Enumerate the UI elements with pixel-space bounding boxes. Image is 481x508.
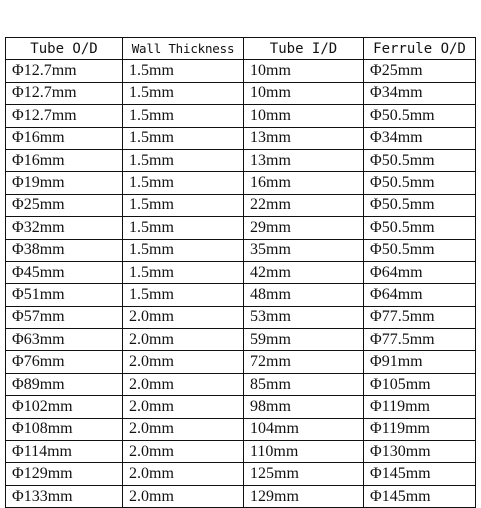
cell-tube-od: Φ12.7mm — [6, 105, 123, 127]
cell-ferrule-od: Φ130mm — [364, 441, 476, 463]
cell-ferrule-od: Φ50.5mm — [364, 149, 476, 171]
cell-ferrule-od: Φ64mm — [364, 284, 476, 306]
cell-ferrule-od: Φ91mm — [364, 351, 476, 373]
cell-ferrule-od: Φ77.5mm — [364, 329, 476, 351]
cell-tube-id: 104mm — [244, 418, 364, 440]
cell-wall-thickness: 2.0mm — [123, 418, 244, 440]
cell-tube-id: 110mm — [244, 441, 364, 463]
cell-tube-od: Φ51mm — [6, 284, 123, 306]
table-row — [6, 217, 476, 239]
cell-wall-thickness: 1.5mm — [123, 127, 244, 149]
cell-ferrule-od: Φ64mm — [364, 261, 476, 283]
cell-wall-thickness: 2.0mm — [123, 396, 244, 418]
cell-tube-od: Φ32mm — [6, 217, 123, 239]
cell-tube-id: 35mm — [244, 239, 364, 261]
cell-ferrule-od: Φ77.5mm — [364, 306, 476, 328]
table-row — [6, 172, 476, 194]
cell-tube-id: 10mm — [244, 82, 364, 104]
table-row — [6, 127, 476, 149]
table-row — [6, 329, 476, 351]
cell-ferrule-od: Φ145mm — [364, 463, 476, 485]
cell-tube-id: 53mm — [244, 306, 364, 328]
cell-tube-od: Φ25mm — [6, 194, 123, 216]
table-row — [6, 396, 476, 418]
cell-tube-id: 16mm — [244, 172, 364, 194]
cell-tube-id: 13mm — [244, 127, 364, 149]
cell-tube-od: Φ12.7mm — [6, 82, 123, 104]
cell-tube-id: 10mm — [244, 60, 364, 82]
table-row — [6, 194, 476, 216]
cell-tube-od: Φ38mm — [6, 239, 123, 261]
cell-tube-od: Φ114mm — [6, 441, 123, 463]
table-row — [6, 261, 476, 283]
cell-ferrule-od: Φ50.5mm — [364, 194, 476, 216]
cell-tube-od: Φ63mm — [6, 329, 123, 351]
table-row — [6, 373, 476, 395]
cell-ferrule-od: Φ119mm — [364, 396, 476, 418]
cell-tube-id: 59mm — [244, 329, 364, 351]
table-row — [6, 306, 476, 328]
cell-tube-od: Φ108mm — [6, 418, 123, 440]
cell-tube-id: 13mm — [244, 149, 364, 171]
cell-ferrule-od: Φ145mm — [364, 485, 476, 507]
cell-wall-thickness: 2.0mm — [123, 463, 244, 485]
cell-tube-id: 72mm — [244, 351, 364, 373]
header-wall-thickness: Wall Thickness — [123, 38, 244, 60]
cell-tube-od: Φ12.7mm — [6, 60, 123, 82]
cell-tube-od: Φ76mm — [6, 351, 123, 373]
table-row — [6, 284, 476, 306]
cell-wall-thickness: 1.5mm — [123, 194, 244, 216]
cell-tube-id: 98mm — [244, 396, 364, 418]
cell-wall-thickness: 1.5mm — [123, 261, 244, 283]
header-tube-id: Tube I/D — [244, 38, 364, 60]
cell-tube-id: 48mm — [244, 284, 364, 306]
table-row — [6, 485, 476, 507]
cell-tube-od: Φ129mm — [6, 463, 123, 485]
header-ferrule-od: Ferrule O/D — [364, 38, 476, 60]
cell-wall-thickness: 2.0mm — [123, 329, 244, 351]
cell-ferrule-od: Φ50.5mm — [364, 172, 476, 194]
table-row — [6, 463, 476, 485]
cell-wall-thickness: 1.5mm — [123, 149, 244, 171]
cell-wall-thickness: 1.5mm — [123, 239, 244, 261]
table-row — [6, 418, 476, 440]
table-row — [6, 60, 476, 82]
cell-tube-id: 29mm — [244, 217, 364, 239]
cell-tube-od: Φ133mm — [6, 485, 123, 507]
cell-ferrule-od: Φ50.5mm — [364, 105, 476, 127]
cell-ferrule-od: Φ119mm — [364, 418, 476, 440]
cell-ferrule-od: Φ105mm — [364, 373, 476, 395]
cell-wall-thickness: 2.0mm — [123, 441, 244, 463]
cell-wall-thickness: 1.5mm — [123, 172, 244, 194]
table-row — [6, 82, 476, 104]
cell-tube-od: Φ45mm — [6, 261, 123, 283]
cell-tube-id: 125mm — [244, 463, 364, 485]
cell-wall-thickness: 1.5mm — [123, 60, 244, 82]
header-tube-od: Tube O/D — [6, 38, 123, 60]
cell-wall-thickness: 1.5mm — [123, 284, 244, 306]
cell-tube-id: 10mm — [244, 105, 364, 127]
table-row — [6, 239, 476, 261]
cell-tube-od: Φ89mm — [6, 373, 123, 395]
cell-wall-thickness: 1.5mm — [123, 105, 244, 127]
cell-wall-thickness: 1.5mm — [123, 217, 244, 239]
cell-tube-od: Φ16mm — [6, 127, 123, 149]
cell-tube-id: 22mm — [244, 194, 364, 216]
cell-tube-od: Φ19mm — [6, 172, 123, 194]
cell-ferrule-od: Φ50.5mm — [364, 217, 476, 239]
cell-wall-thickness: 2.0mm — [123, 351, 244, 373]
cell-wall-thickness: 1.5mm — [123, 82, 244, 104]
cell-tube-id: 129mm — [244, 485, 364, 507]
cell-ferrule-od: Φ34mm — [364, 127, 476, 149]
cell-ferrule-od: Φ34mm — [364, 82, 476, 104]
header-row — [6, 38, 476, 60]
tube-spec-table — [5, 37, 476, 508]
cell-wall-thickness: 2.0mm — [123, 373, 244, 395]
cell-tube-od: Φ102mm — [6, 396, 123, 418]
table-row — [6, 351, 476, 373]
cell-ferrule-od: Φ50.5mm — [364, 239, 476, 261]
cell-tube-od: Φ57mm — [6, 306, 123, 328]
table-row — [6, 105, 476, 127]
cell-wall-thickness: 2.0mm — [123, 485, 244, 507]
cell-tube-id: 85mm — [244, 373, 364, 395]
cell-wall-thickness: 2.0mm — [123, 306, 244, 328]
cell-tube-od: Φ16mm — [6, 149, 123, 171]
table-row — [6, 441, 476, 463]
cell-tube-id: 42mm — [244, 261, 364, 283]
spec-table-container — [5, 37, 475, 508]
table-row — [6, 149, 476, 171]
cell-ferrule-od: Φ25mm — [364, 60, 476, 82]
